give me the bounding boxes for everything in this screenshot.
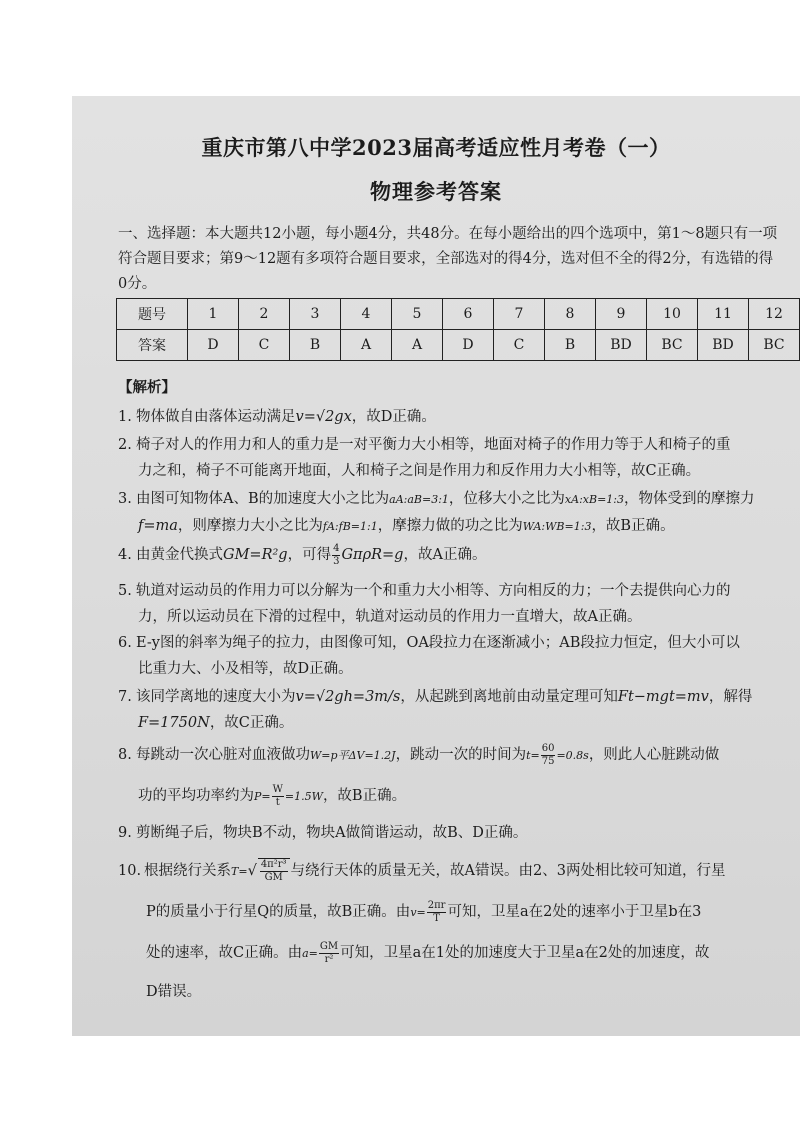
formula: xA:xB=1:3: [564, 493, 624, 506]
answer-cell: D: [188, 330, 239, 361]
question-number: 5: [392, 299, 443, 330]
analysis-item-8: [118, 742, 784, 810]
item-text: ，故C正确。: [209, 715, 294, 731]
question-number: 8: [545, 299, 596, 330]
item-number: 5.: [118, 583, 132, 599]
answer-cell: C: [239, 330, 290, 361]
item-text: 轨道对运动员的作用力可以分解为一个和重力大小相等、方向相反的力；一个去提供向心力的: [136, 583, 731, 599]
denominator: 3: [333, 555, 340, 567]
item-text: ，解得: [708, 689, 753, 705]
item-text: 根据绕行关系: [144, 863, 231, 879]
question-number: 12: [749, 299, 800, 330]
formula: GπρR=g: [341, 547, 404, 563]
fraction: [427, 900, 447, 925]
numerator: 60: [541, 742, 555, 754]
formula: W=p平ΔV=1.2J: [310, 749, 396, 762]
analysis-item-6: [118, 630, 784, 682]
formula: =1.5W: [284, 790, 323, 803]
formula: v=√2gh=3m/s: [295, 689, 401, 705]
fraction: [541, 743, 556, 768]
answer-cell: BC: [749, 330, 800, 361]
item-text: P的质量小于行星Q的质量，故B正确。由: [146, 904, 411, 920]
item-text: 功的平均功率约为: [138, 788, 254, 804]
item-number: 8.: [118, 747, 132, 763]
answer-cell: D: [443, 330, 494, 361]
formula: aA:aB=3:1: [389, 493, 449, 506]
formula: a=: [302, 947, 318, 960]
item-text: ，故D正确。: [351, 409, 436, 425]
row-header-number: 题号: [117, 299, 188, 330]
question-number: 3: [290, 299, 341, 330]
answer-cell: BD: [698, 330, 749, 361]
item-text: 该同学离地的速度大小为: [136, 689, 296, 705]
formula: t=: [526, 749, 540, 762]
row-header-answer: 答案: [117, 330, 188, 361]
answer-cell: A: [392, 330, 443, 361]
answer-cell: BC: [647, 330, 698, 361]
formula: v=√2gx: [295, 409, 352, 425]
item-number: 7.: [118, 689, 132, 705]
item-text: ，故B正确。: [591, 518, 675, 534]
numerator: GM: [319, 940, 339, 952]
item-text: ，摩擦力做的功之比为: [377, 518, 523, 534]
denominator: 75: [541, 755, 555, 767]
item-text: 可知，卫星a在1处的加速度大于卫星a在2处的加速度，故: [340, 945, 710, 961]
answer-cell: B: [545, 330, 596, 361]
analysis-item-9: [118, 820, 784, 846]
formula: Ft−mgt=mv: [617, 689, 709, 705]
question-number: 1: [188, 299, 239, 330]
formula: v=: [410, 906, 426, 919]
item-text: 力之和，椅子不可能离开地面，人和椅子之间是作用力和反作用力大小相等，故C正确。: [138, 463, 701, 479]
item-text: 处的速率，故C正确。由: [146, 945, 303, 961]
analysis-item-10: 10. 根据绕行关系T=√ $\frac{\text{4π²r³}}{GM}$ 与绕行天体的质量无关，故A错误。由2、3两处相比较可知道，行星 P的质量小于行星Q的质量，故B正确。由v= $\frac{2\pi r}{T}$ 可知，卫星a在2处的速率小于卫星b在3 处的速率，故C正确。由a= $\frac{GM}{\text{r²}}$ 可知，卫星a在1处的加速度大于卫星a在2处的加速度，故 D错误。: [118, 858, 784, 1005]
item-number: 6.: [118, 635, 132, 651]
fraction: [272, 784, 284, 809]
formula: fA:fB=1:1: [322, 520, 378, 533]
formula: F=1750N: [138, 715, 210, 731]
answer-cell: BD: [596, 330, 647, 361]
denominator: GM: [264, 872, 283, 883]
item-text: 力，所以运动员在下滑的过程中，轨道对运动员的作用力一直增大，故A正确。: [138, 609, 642, 625]
page-title: 重庆市第八中学2023届高考适应性月考卷（一）: [201, 135, 671, 160]
page-subtitle: 物理参考答案: [370, 179, 502, 204]
formula: T=: [231, 865, 248, 878]
denominator: T: [433, 912, 440, 924]
item-text: 比重力大、小及相等，故D正确。: [138, 661, 353, 677]
answer-row: [117, 330, 800, 361]
question-number: 7: [494, 299, 545, 330]
item-text: ，跳动一次的时间为: [395, 747, 527, 763]
analysis-item-7: [118, 684, 784, 736]
answer-cell: B: [290, 330, 341, 361]
item-text: 剪断绳子后，物块B不动，物块A做简谐运动，故B、D正确。: [136, 825, 528, 841]
item-text: 椅子对人的作用力和人的重力是一对平衡力大小相等，地面对椅子的作用力等于人和椅子的重: [136, 437, 731, 453]
section-intro: 一、选择题：本大题共12小题，每小题4分，共48分。在每小题给出的四个选项中，第1～8题只有一项符合题目要求；第9～12题有多项符合题目要求，全部选对的得4分，选对但不全的得2分，有选错的得0分。: [118, 226, 778, 292]
fraction: [258, 858, 290, 884]
item-text: ，故B正确。: [322, 788, 407, 804]
formula: =0.8s: [556, 749, 589, 762]
item-number: 3.: [118, 491, 132, 507]
answer-table: [116, 298, 800, 361]
item-text: 可知，卫星a在2处的速率小于卫星b在3: [447, 904, 702, 920]
numerator: 4π²r³: [260, 859, 287, 870]
item-text: ，位移大小之比为: [448, 491, 565, 507]
item-text: ，可得: [287, 547, 332, 563]
item-number: 9.: [118, 825, 132, 841]
question-number-row: [117, 299, 800, 330]
formula: GM=R²g: [223, 547, 288, 563]
answer-sheet-page: [72, 96, 800, 1036]
item-text: ，则摩擦力大小之比为: [177, 518, 323, 534]
formula: P=: [254, 790, 271, 803]
question-number: 6: [443, 299, 494, 330]
item-number: 4.: [118, 547, 132, 563]
formula: WA:WB=1:3: [522, 520, 592, 533]
question-number: 2: [239, 299, 290, 330]
fraction: [332, 543, 340, 568]
analysis-item-1: [118, 404, 784, 430]
item-text: ，则此人心脏跳动做: [588, 747, 720, 763]
item-text: 与绕行天体的质量无关，故A错误。由2、3两处相比较可知道，行星: [290, 863, 726, 879]
fraction: [319, 941, 339, 966]
item-number: 10.: [118, 863, 142, 879]
question-number: 11: [698, 299, 749, 330]
item-text: 由图可知物体A、B的加速度大小之比为: [136, 491, 390, 507]
analysis-item-3: [118, 486, 784, 540]
answer-cell: A: [341, 330, 392, 361]
analysis-item-5: [118, 578, 784, 630]
numerator: W: [272, 783, 283, 795]
numerator: 2πr: [427, 899, 446, 911]
item-number: 2.: [118, 437, 132, 453]
answer-cell: C: [494, 330, 545, 361]
item-text: ，故A正确。: [403, 547, 487, 563]
analysis-heading: 【解析】: [118, 379, 176, 396]
formula: f=ma: [138, 518, 178, 534]
item-text: 每跳动一次心脏对血液做功: [136, 747, 310, 763]
analysis-item-4: [118, 542, 784, 568]
item-text: ，从起跳到离地前由动量定理可知: [400, 689, 618, 705]
analysis-item-2: [118, 432, 784, 484]
item-text: ，物体受到的摩擦力: [623, 491, 755, 507]
numerator: 4: [333, 542, 340, 554]
item-text: E-y图的斜率为绳子的拉力，由图像可知，OA段拉力在逐渐减小；AB段拉力恒定，但大小可以: [136, 635, 740, 651]
denominator: t: [275, 796, 280, 808]
question-number: 9: [596, 299, 647, 330]
item-text: D错误。: [146, 984, 202, 1000]
question-number: 4: [341, 299, 392, 330]
item-text: 物体做自由落体运动满足: [136, 409, 296, 425]
question-number: 10: [647, 299, 698, 330]
item-text: 由黄金代换式: [136, 547, 223, 563]
item-number: 1.: [118, 409, 132, 425]
denominator: r²: [324, 953, 334, 965]
